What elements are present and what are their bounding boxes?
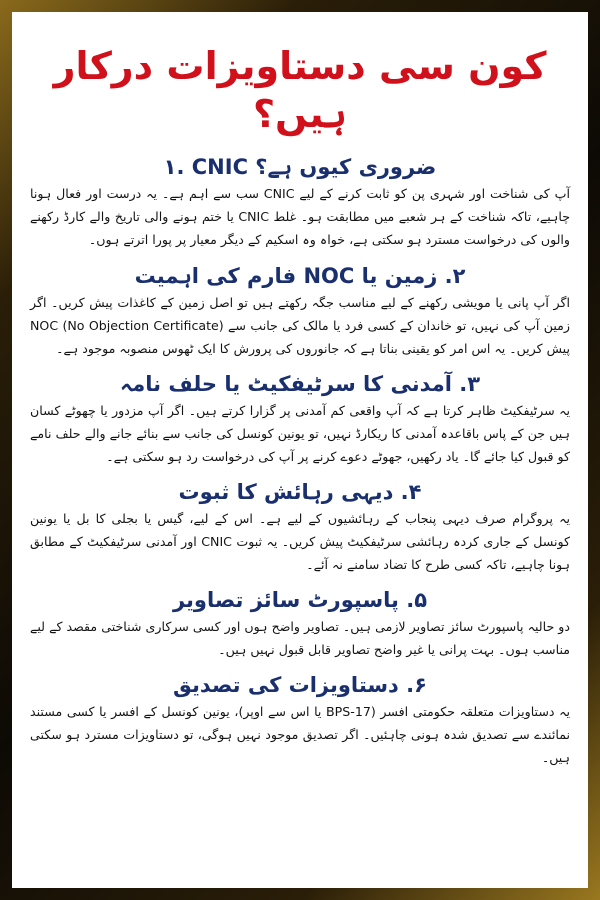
section-text: یہ دستاویزات متعلقہ حکومتی افسر (BPS-17 یا اس سے اوپر)، یونین کونسل کے افسر یا کسی مستند نمائندے سے تصدیق شدہ ہونی چاہئیں۔ اگر تصدیق موجود نہیں ہوگی، تو دستاویزات مسترد ہو سکتی ہیں۔: [30, 704, 570, 765]
section-text: یہ پروگرام صرف دیہی پنجاب کے رہائشیوں کے لیے ہے۔ اس کے لیے، گیس یا بجلی کا بل یا یونین کونسل کے جاری کردہ رہائشی سرٹیفکیٹ پیش کریں۔ یہ ثبوت CNIC اور آمدنی سرٹیفکیٹ کے مطابق ہونا چاہیے، تاکہ کسی طرح کا تضاد سامنے نہ آئے۔: [30, 511, 570, 572]
section-text: دو حالیہ پاسپورٹ سائز تصاویر لازمی ہیں۔ تصاویر واضح ہوں اور کسی سرکاری شناختی مقصد کے لیے مناسب ہوں۔ بہت پرانی یا غیر واضح تصاویر قابل قبول نہیں ہیں۔: [30, 619, 570, 657]
section-passport-photos: [30, 585, 570, 661]
section-income-certificate: [30, 369, 570, 468]
section-heading: ۲. زمین یا NOC فارم کی اہمیت: [134, 264, 466, 288]
section-cnic: [30, 152, 570, 251]
section-heading: ۳. آمدنی کا سرٹیفکیٹ یا حلف نامہ: [119, 372, 481, 396]
section-land-noc: [30, 261, 570, 360]
section-heading: ۱. CNIC ضروری کیوں ہے؟: [163, 155, 437, 179]
document-panel: [12, 12, 588, 888]
section-verification: [30, 670, 570, 769]
section-rural-residence: [30, 477, 570, 576]
section-text: یہ سرٹیفکیٹ ظاہر کرتا ہے کہ آپ واقعی کم آمدنی پر گزارا کرتے ہیں۔ اگر آپ مزدور یا چھوٹے کسان ہیں جن کے پاس باقاعدہ آمدنی کا ریکارڈ نہیں، تو یونین کونسل کی جانب سے بنائے جانے والے حلف نامے کو قبول کیا جائے گا۔ یاد رکھیں، جھوٹے دعوے کرنے پر آپ کی درخواست رد ہو سکتی ہے۔: [30, 403, 570, 464]
section-heading: ۴. دیہی رہائش کا ثبوت: [178, 480, 422, 504]
section-text: اگر آپ پانی یا مویشی رکھنے کے لیے مناسب جگہ رکھتے ہیں تو اصل زمین کے کاغذات پیش کریں۔ اگر زمین آپ کی نہیں، تو خاندان کے کسی فرد یا مالک کی جانب سے NOC (No Objection Certificate) پیش کریں۔ یہ اس امر کو یقینی بناتا ہے کہ جانوروں کی پرورش کا ایک ٹھوس منصوبہ موجود ہے۔: [30, 295, 570, 356]
section-heading: ۶. دستاویزات کی تصدیق: [173, 673, 427, 697]
section-heading: ۵. پاسپورٹ سائز تصاویر: [172, 588, 428, 612]
section-text: آپ کی شناخت اور شہری پن کو ثابت کرنے کے لیے CNIC سب سے اہم ہے۔ یہ درست اور فعال ہونا چاہیے، تاکہ شناخت کے ہر شعبے میں مطابقت ہو۔ غلط CNIC یا ختم ہونے والی تاریخ والے کارڈ رکھنے والوں کی درخواست مسترد ہو سکتی ہے، خواہ وہ اسکیم کے دیگر معیار پر پورا اترتے ہوں۔: [30, 186, 570, 247]
page-title: کون سی دستاویزات درکار ہیں؟: [53, 44, 547, 136]
